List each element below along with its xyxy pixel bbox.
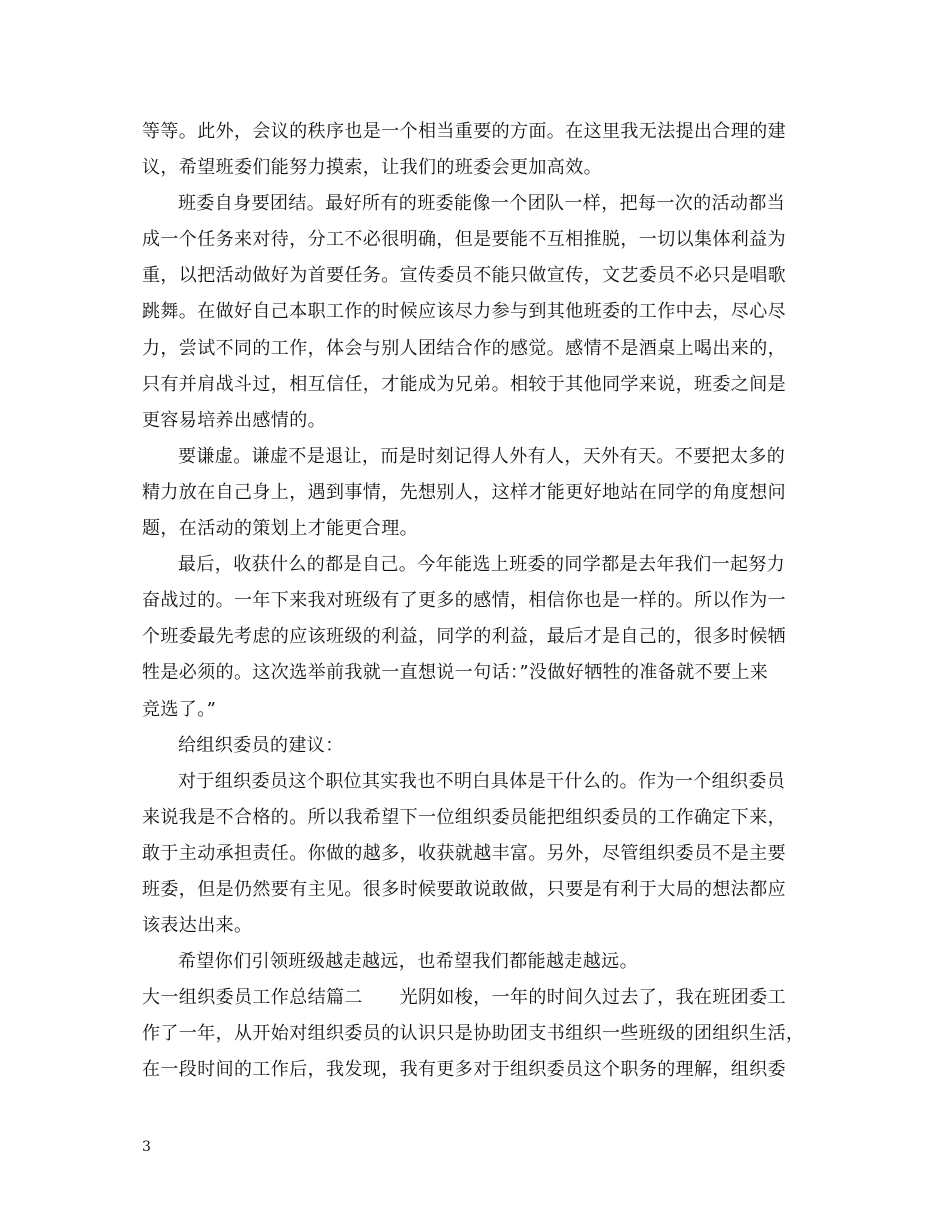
body-text — [142, 114, 810, 1089]
text-line: 要谦虚。谦虚不是退让，而是时刻记得人外有人，天外有天。不要把太多的 — [178, 445, 786, 467]
text-line: 题，在活动的策划上才能更合理。 — [142, 518, 418, 540]
text-line: 议，希望班委们能努力摸索，让我们的班委会更加高效。 — [142, 157, 602, 179]
text-line: 力，尝试不同的工作，体会与别人团结合作的感觉。感情不是酒桌上喝出来的， — [142, 337, 786, 359]
text-line: 跳舞。在做好自己本职工作的时候应该尽力参与到其他班委的工作中去，尽心尽 — [142, 301, 786, 323]
text-line: 作了一年，从开始对组织委员的认识只是协助团支书组织一些班级的团组织生活， — [142, 1023, 805, 1045]
text-line: 大一组织委员工作总结篇二 光阴如梭，一年的时间久过去了，我在班团委工 — [142, 987, 786, 1009]
text-line: 来说我是不合格的。所以我希望下一位组织委员能把组织委员的工作确定下来， — [142, 806, 786, 828]
text-line: 重，以把活动做好为首要任务。宣传委员不能只做宣传，文艺委员不必只是唱歌 — [142, 265, 786, 287]
text-line: 只有并肩战斗过，相互信任，才能成为兄弟。相较于其他同学来说，班委之间是 — [142, 373, 786, 395]
text-line: 精力放在自己身上，遇到事情，先想别人，这样才能更好地站在同学的角度想问 — [142, 481, 786, 503]
text-line: 班委自身要团结。最好所有的班委能像一个团队一样，把每一次的活动都当 — [178, 193, 786, 215]
text-line: 班委，但是仍然要有主见。很多时候要敢说敢做，只要是有利于大局的想法都应 — [142, 878, 786, 900]
text-line: 牲是必须的。这次选举前我就一直想说一句话：”没做好牺牲的准备就不要上来 — [142, 662, 769, 684]
text-line: 给组织委员的建议： — [178, 734, 344, 756]
text-line: 在一段时间的工作后，我发现，我有更多对于组织委员这个职务的理解，组织委 — [142, 1059, 786, 1081]
text-line: 奋战过的。一年下来我对班级有了更多的感情，相信你也是一样的。所以作为一 — [142, 590, 786, 612]
text-line: 个班委最先考虑的应该班级的利益，同学的利益，最后才是自己的，很多时候牺 — [142, 626, 786, 648]
text-line: 更容易培养出感情的。 — [142, 409, 326, 431]
text-line: 敢于主动承担责任。你做的越多，收获就越丰富。另外，尽管组织委员不是主要 — [142, 842, 786, 864]
text-line: 最后，收获什么的都是自己。今年能选上班委的同学都是去年我们一起努力 — [178, 554, 786, 576]
text-line: 竞选了。” — [142, 698, 217, 720]
page-number: 3 — [142, 1139, 151, 1155]
text-line: 希望你们引领班级越走越远，也希望我们都能越走越远。 — [178, 951, 638, 973]
text-line: 该表达出来。 — [142, 915, 253, 937]
text-line: 成一个任务来对待，分工不必很明确，但是要能不互相推脱，一切以集体利益为 — [142, 229, 786, 251]
text-line: 对于组织委员这个职位其实我也不明白具体是干什么的。作为一个组织委员 — [178, 770, 786, 792]
text-line: 等等。此外，会议的秩序也是一个相当重要的方面。在这里我无法提出合理的建 — [142, 121, 786, 142]
